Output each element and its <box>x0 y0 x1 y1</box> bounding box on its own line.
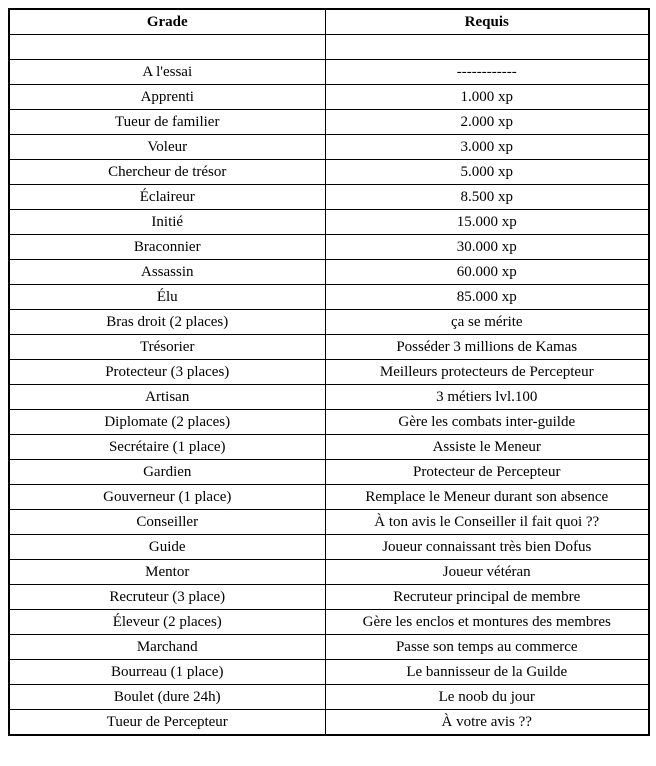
table-row <box>9 135 649 160</box>
table-row <box>9 710 649 736</box>
table-row <box>9 560 649 585</box>
grade-cell: Élu <box>9 285 325 310</box>
requis-cell: 30.000 xp <box>325 235 649 260</box>
grade-cell: Initié <box>9 210 325 235</box>
requis-cell: Posséder 3 millions de Kamas <box>325 335 649 360</box>
requis-cell: 60.000 xp <box>325 260 649 285</box>
grade-cell: Trésorier <box>9 335 325 360</box>
table-row <box>9 635 649 660</box>
table-row <box>9 460 649 485</box>
grade-cell: Diplomate (2 places) <box>9 410 325 435</box>
requis-cell: 15.000 xp <box>325 210 649 235</box>
table-body <box>9 35 649 736</box>
table-row <box>9 410 649 435</box>
requis-cell: Le noob du jour <box>325 685 649 710</box>
grade-cell: Apprenti <box>9 85 325 110</box>
table-row <box>9 685 649 710</box>
table-row <box>9 310 649 335</box>
table-row <box>9 335 649 360</box>
requis-cell: À votre avis ?? <box>325 710 649 736</box>
grade-cell: A l'essai <box>9 60 325 85</box>
grades-requirements-table <box>8 8 650 736</box>
column-header-requis: Requis <box>325 9 649 35</box>
requis-cell: Joueur vétéran <box>325 560 649 585</box>
table-row <box>9 285 649 310</box>
grade-cell: Tueur de Percepteur <box>9 710 325 736</box>
grade-cell <box>9 35 325 60</box>
requis-cell: ça se mérite <box>325 310 649 335</box>
column-header-grade: Grade <box>9 9 325 35</box>
requis-cell: À ton avis le Conseiller il fait quoi ?? <box>325 510 649 535</box>
requis-cell: Remplace le Meneur durant son absence <box>325 485 649 510</box>
requis-cell: Joueur connaissant très bien Dofus <box>325 535 649 560</box>
requis-cell: 85.000 xp <box>325 285 649 310</box>
grade-cell: Gardien <box>9 460 325 485</box>
table-row <box>9 435 649 460</box>
table-row <box>9 160 649 185</box>
grade-cell: Secrétaire (1 place) <box>9 435 325 460</box>
requis-cell: ------------ <box>325 60 649 85</box>
grade-cell: Recruteur (3 place) <box>9 585 325 610</box>
grade-cell: Marchand <box>9 635 325 660</box>
grade-cell: Éleveur (2 places) <box>9 610 325 635</box>
requis-cell: 1.000 xp <box>325 85 649 110</box>
grade-cell: Bourreau (1 place) <box>9 660 325 685</box>
table-row <box>9 510 649 535</box>
requis-cell: 5.000 xp <box>325 160 649 185</box>
requis-cell <box>325 35 649 60</box>
requis-cell: Recruteur principal de membre <box>325 585 649 610</box>
table-row <box>9 60 649 85</box>
grade-cell: Protecteur (3 places) <box>9 360 325 385</box>
requis-cell: Assiste le Meneur <box>325 435 649 460</box>
table-row <box>9 485 649 510</box>
grade-cell: Braconnier <box>9 235 325 260</box>
requis-cell: Gère les combats inter-guilde <box>325 410 649 435</box>
table-row <box>9 360 649 385</box>
grade-cell: Mentor <box>9 560 325 585</box>
grade-cell: Voleur <box>9 135 325 160</box>
table-row <box>9 585 649 610</box>
table-row <box>9 260 649 285</box>
grade-cell: Assassin <box>9 260 325 285</box>
grade-cell: Boulet (dure 24h) <box>9 685 325 710</box>
table-row <box>9 660 649 685</box>
grade-cell: Guide <box>9 535 325 560</box>
grade-cell: Chercheur de trésor <box>9 160 325 185</box>
grade-cell: Artisan <box>9 385 325 410</box>
table-row <box>9 35 649 60</box>
table-row <box>9 110 649 135</box>
table-row <box>9 385 649 410</box>
grade-cell: Gouverneur (1 place) <box>9 485 325 510</box>
requis-cell: Le bannisseur de la Guilde <box>325 660 649 685</box>
requis-cell: Meilleurs protecteurs de Percepteur <box>325 360 649 385</box>
grade-cell: Bras droit (2 places) <box>9 310 325 335</box>
requis-cell: 3 métiers lvl.100 <box>325 385 649 410</box>
grade-cell: Tueur de familier <box>9 110 325 135</box>
table-row <box>9 210 649 235</box>
grade-cell: Éclaireur <box>9 185 325 210</box>
requis-cell: Protecteur de Percepteur <box>325 460 649 485</box>
requis-cell: Passe son temps au commerce <box>325 635 649 660</box>
table-row <box>9 610 649 635</box>
table-row <box>9 85 649 110</box>
requis-cell: 3.000 xp <box>325 135 649 160</box>
requis-cell: 2.000 xp <box>325 110 649 135</box>
requis-cell: Gère les enclos et montures des membres <box>325 610 649 635</box>
table-row <box>9 185 649 210</box>
table-row <box>9 535 649 560</box>
requis-cell: 8.500 xp <box>325 185 649 210</box>
table-header-row <box>9 9 649 35</box>
grade-cell: Conseiller <box>9 510 325 535</box>
table-row <box>9 235 649 260</box>
